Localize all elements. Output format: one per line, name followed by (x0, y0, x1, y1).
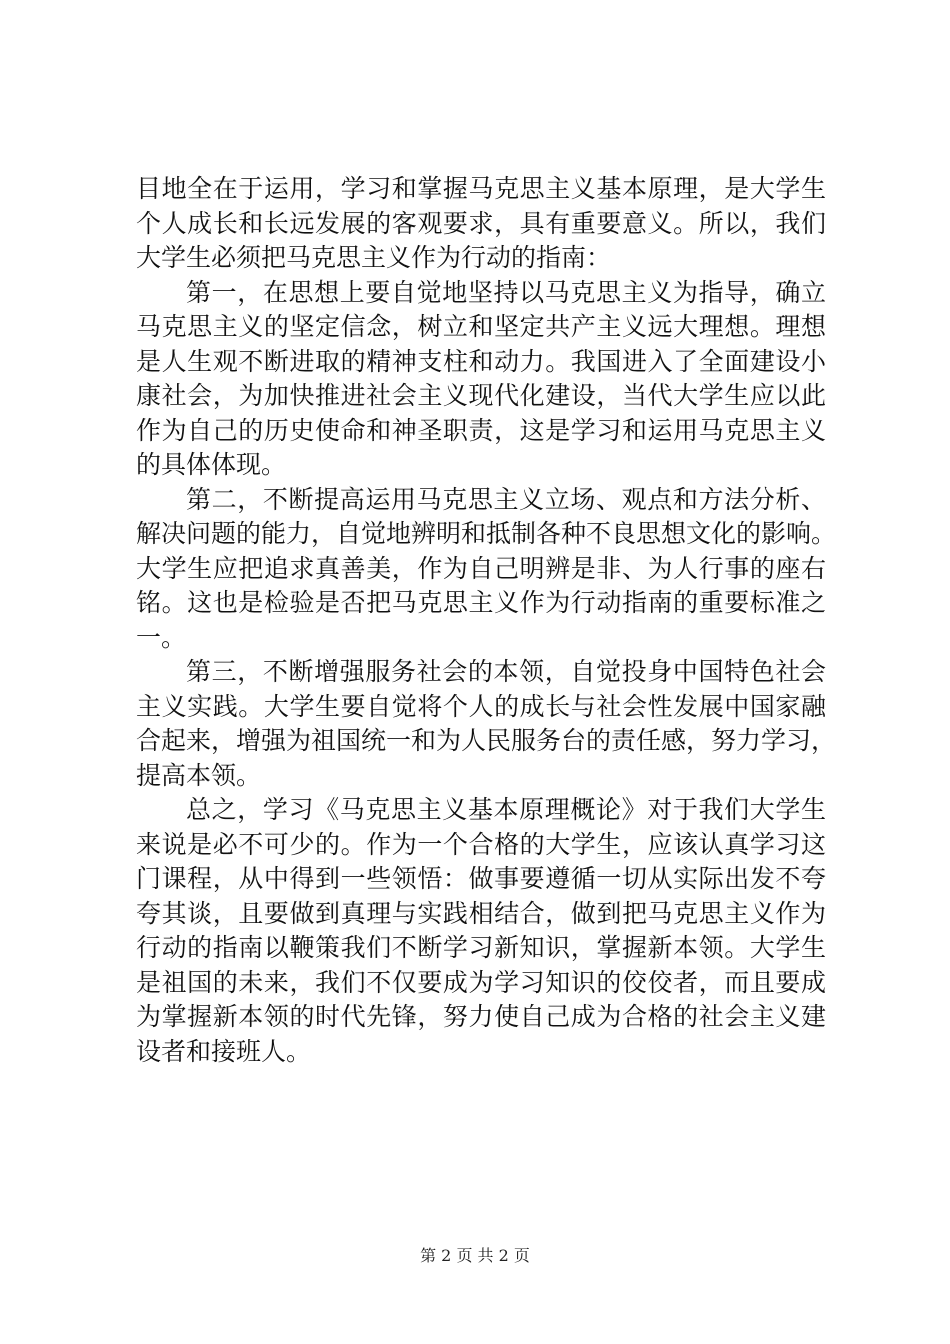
text-line: 主义实践。大学生要自觉将个人的成长与社会性发展中国家融 (136, 691, 826, 721)
text-line: 第一，在思想上要自觉地坚持以马克思主义为指导，确立 (186, 277, 826, 307)
text-line: 马克思主义的坚定信念，树立和坚定共产主义远大理想。理想 (136, 312, 826, 341)
text-line: 的具体体现。 (136, 450, 287, 479)
text-line: 目地全在于运用，学习和掌握马克思主义基本原理，是大学生 (136, 174, 826, 203)
text-line: 大学生必须把马克思主义作为行动的指南： (136, 243, 612, 272)
text-line: 第二，不断提高运用马克思主义立场、观点和方法分析、 (186, 484, 826, 514)
text-line: 是人生观不断进取的精神支柱和动力。我国进入了全面建设小 (136, 346, 826, 376)
text-line: 铭。这也是检验是否把马克思主义作为行动指南的重要标准之 (136, 588, 826, 617)
text-line: 是祖国的未来，我们不仅要成为学习知识的佼佼者，而且要成 (136, 967, 826, 997)
page-footer: 第 2 页 共 2 页 (420, 1246, 530, 1265)
text-line: 来说是必不可少的。作为一个合格的大学生，应该认真学习这 (136, 829, 826, 859)
text-line: 作为自己的历史使命和神圣职责，这是学习和运用马克思主义 (136, 415, 826, 445)
text-line: 夸其谈，且要做到真理与实践相结合，做到把马克思主义作为 (136, 898, 826, 928)
text-line: 大学生应把追求真善美，作为自己明辨是非、为人行事的座右 (136, 553, 826, 583)
text-line: 第三，不断增强服务社会的本领，自觉投身中国特色社会 (186, 657, 826, 686)
text-line: 总之，学习《马克思主义基本原理概论》对于我们大学生 (186, 795, 826, 824)
text-line: 为掌握新本领的时代先锋，努力使自己成为合格的社会主义建 (136, 1002, 826, 1031)
text-line: 合起来，增强为祖国统一和为人民服务台的责任感，努力学习， (136, 726, 837, 755)
text-line: 康社会，为加快推进社会主义现代化建设，当代大学生应以此 (136, 381, 826, 410)
text-line: 门课程，从中得到一些领悟：做事要遵循一切从实际出发不夸 (136, 864, 826, 893)
body-text (136, 172, 837, 1069)
text-line: 行动的指南以鞭策我们不断学习新知识，掌握新本领。大学生 (136, 933, 826, 962)
text-line: 一。 (136, 622, 187, 652)
text-line: 设者和接班人。 (136, 1036, 312, 1066)
text-line: 提高本领。 (136, 760, 262, 790)
text-line: 解决问题的能力，自觉地辨明和抵制各种不良思想文化的影响。 (136, 519, 837, 548)
text-line: 个人成长和长远发展的客观要求，具有重要意义。所以，我们 (136, 208, 826, 238)
